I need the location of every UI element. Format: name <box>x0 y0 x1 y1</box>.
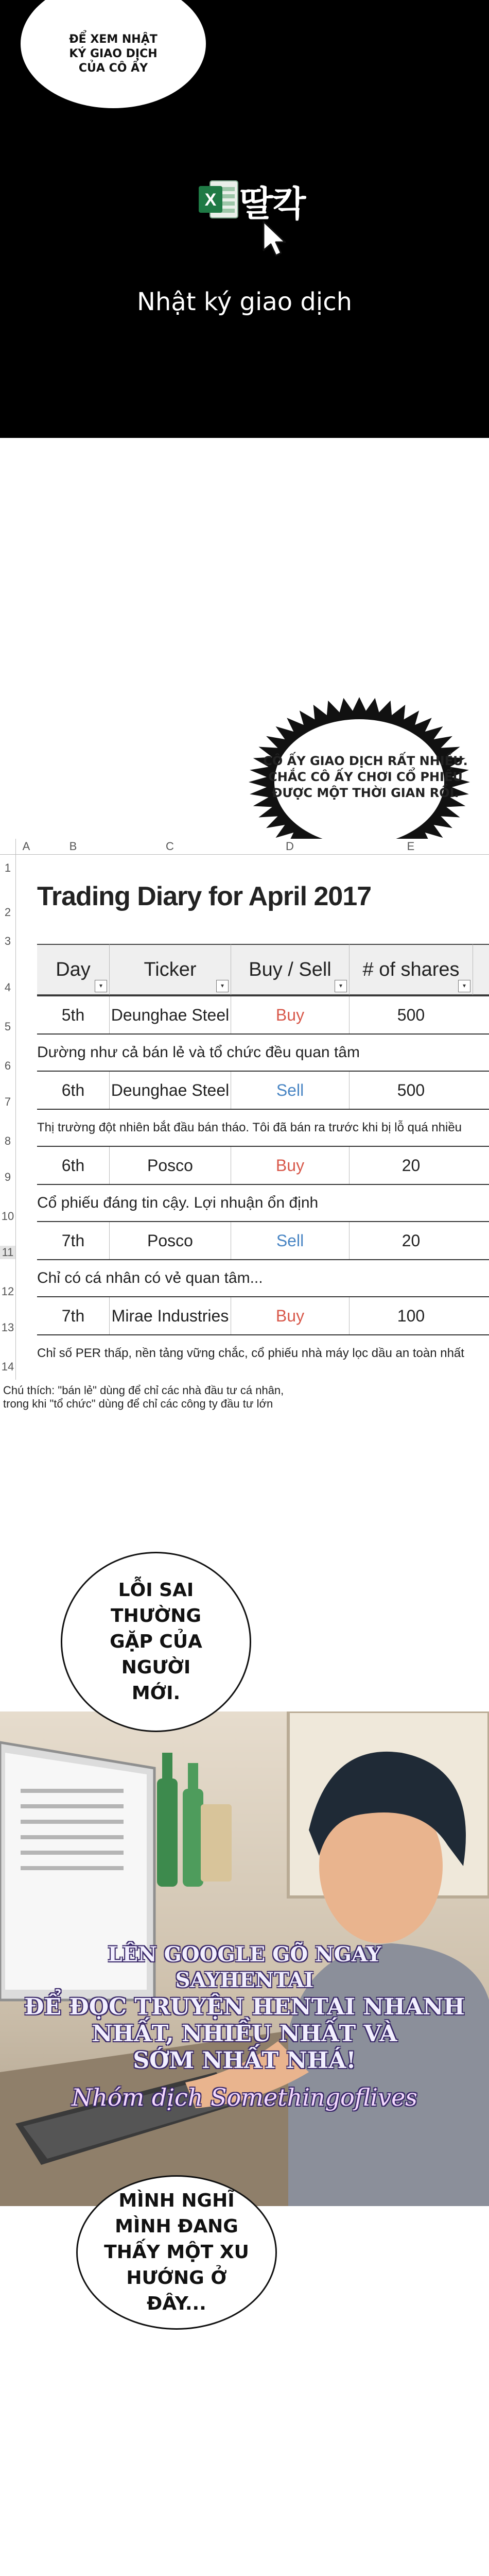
day-cell[interactable]: 6th <box>61 1156 85 1175</box>
sheet-title[interactable]: Trading Diary for April 2017 <box>37 882 372 911</box>
header-cell-side[interactable] <box>231 944 349 995</box>
header-side-label: Buy / Sell <box>249 958 331 980</box>
row-number[interactable]: 7 <box>4 1095 11 1108</box>
row-number[interactable]: 6 <box>4 1059 11 1072</box>
shares-cell[interactable]: 500 <box>349 1072 473 1109</box>
row-number[interactable]: 12 <box>1 1285 14 1298</box>
footnote-line-1: Chú thích: "bán lẻ" dùng để chỉ các nhà đầu tư cá nhân, <box>3 1384 284 1397</box>
speech-bubble-top <box>21 0 206 108</box>
table-row[interactable] <box>37 1071 489 1110</box>
day-cell[interactable]: 7th <box>61 1306 85 1325</box>
side-cell[interactable]: Sell <box>231 1072 349 1109</box>
watermark-line-4: NHẤT, NHIỀU NHẤT VÀ <box>92 2021 397 2047</box>
trading-diary-spreadsheet <box>0 839 489 1380</box>
spiky-speech-bubble-text: CÔ ẤY GIAO DỊCH RẤT NHIỀU. CHẮC CÔ ẤY CHƠI CỔ PHIẾU ĐƯỢC MỘT THỜI GIAN RỒI. <box>263 754 468 800</box>
row-number-divider <box>15 839 16 1380</box>
excel-icon-letter: X <box>204 190 217 210</box>
row-number[interactable]: 8 <box>4 1134 11 1147</box>
trade-note-cell[interactable]: Chỉ có cá nhân có vẻ quan tâm... <box>37 1269 263 1286</box>
trade-note-cell[interactable]: Dường như cả bán lẻ và tổ chức đều quan tâm <box>37 1044 360 1061</box>
table-row[interactable] <box>37 995 489 1035</box>
column-header-b[interactable]: B <box>69 840 77 853</box>
footnote-line-2: trong khi "tổ chức" dùng để chỉ các công ty đầu tư lớn <box>3 1397 273 1410</box>
side-cell[interactable]: Sell <box>231 1222 349 1259</box>
excel-icon <box>197 178 240 221</box>
watermark-translator-credit: Nhóm dịch Somethingoflives <box>72 2083 417 2111</box>
mouse-cursor-icon <box>261 221 292 260</box>
shares-cell[interactable]: 100 <box>349 1297 473 1334</box>
row-number[interactable]: 5 <box>4 1020 11 1033</box>
row-number[interactable]: 9 <box>4 1171 11 1183</box>
ticker-cell[interactable]: Posco <box>109 1222 231 1259</box>
table-row[interactable] <box>37 1296 489 1335</box>
header-divider <box>0 854 489 855</box>
table-row[interactable] <box>37 1146 489 1185</box>
speech-bubble-mistake <box>61 1552 251 1732</box>
column-header-d[interactable]: D <box>286 840 294 853</box>
header-cell-shares[interactable] <box>349 944 473 995</box>
trade-note-cell[interactable]: Chỉ số PER thấp, nền tảng vững chắc, cổ phiếu nhà máy lọc dầu an toàn nhất <box>37 1346 464 1360</box>
header-cell-day[interactable] <box>37 944 109 995</box>
trading-log-caption: Nhật ký giao dịch <box>136 287 353 316</box>
character-at-computer-scene <box>0 1711 489 2206</box>
day-cell[interactable]: 7th <box>61 1231 85 1250</box>
click-sound-effect: 딸칵 <box>239 184 305 225</box>
day-cell[interactable]: 6th <box>61 1080 85 1099</box>
speech-bubble-trend-text: MÌNH NGHĨ MÌNH ĐANG THẤY MỘT XU HƯỚNG Ở ĐÂY... <box>104 2190 249 2314</box>
row-number[interactable]: 2 <box>4 906 11 919</box>
day-cell[interactable]: 5th <box>61 1005 85 1024</box>
header-ticker-label: Ticker <box>144 958 197 980</box>
row-number[interactable]: 14 <box>1 1360 14 1373</box>
watermark-line-2: SAYHENTAI <box>175 1968 314 1992</box>
column-header-e[interactable]: E <box>407 840 415 853</box>
filter-dropdown-icon[interactable]: ▾ <box>458 980 470 992</box>
row-number[interactable]: 1 <box>4 861 11 874</box>
ticker-cell[interactable]: Deunghae Steel <box>109 1072 231 1109</box>
watermark-line-3: ĐỂ ĐỌC TRUYỆN HENTAI NHANH <box>24 1994 465 2020</box>
shares-cell[interactable]: 500 <box>349 996 473 1033</box>
shares-cell[interactable]: 20 <box>349 1147 473 1184</box>
ticker-cell[interactable]: Deunghae Steel <box>109 996 231 1033</box>
table-row[interactable] <box>37 1221 489 1260</box>
trade-note-cell[interactable]: Thị trường đột nhiên bắt đầu bán tháo. Tôi đã bán ra trước khi bị lỗ quá nhiều <box>37 1121 462 1134</box>
row-number[interactable]: 13 <box>1 1321 14 1334</box>
ticker-cell[interactable]: Mirae Industries <box>109 1297 231 1334</box>
header-shares-label: # of shares <box>362 958 460 980</box>
green-bottles-icon <box>157 1753 232 1887</box>
row-number[interactable]: 4 <box>4 981 11 994</box>
trade-note-cell[interactable]: Cổ phiếu đáng tin cậy. Lợi nhuận ổn định <box>37 1194 319 1211</box>
ticker-cell[interactable]: Posco <box>109 1147 231 1184</box>
header-cell-extra[interactable] <box>473 944 489 995</box>
filter-dropdown-icon[interactable]: ▾ <box>95 980 107 992</box>
header-day-label: Day <box>56 958 91 980</box>
column-header-a[interactable]: A <box>22 840 30 853</box>
side-cell[interactable]: Buy <box>231 1147 349 1184</box>
shares-cell[interactable]: 20 <box>349 1222 473 1259</box>
row-number[interactable]: 10 <box>1 1210 14 1223</box>
speech-bubble-mistake-text: LỖI SAI THƯỜNG GẶP CỦA NGƯỜI MỚI. <box>110 1580 202 1704</box>
speech-bubble-top-text: ĐỂ XEM NHẬT KÝ GIAO DỊCH CỦA CÔ ẤY <box>69 33 158 75</box>
row-number[interactable]: 3 <box>4 935 11 947</box>
watermark-line-1: LÊN GOOGLE GÕ NGAY <box>108 1942 381 1967</box>
watermark-line-5: SỚM NHẤT NHÁ! <box>133 2047 356 2074</box>
side-cell[interactable]: Buy <box>231 1297 349 1334</box>
intro-panel <box>0 0 489 438</box>
footnote <box>3 1384 284 1411</box>
speech-bubble-trend <box>76 2175 277 2330</box>
row-number-selected[interactable]: 11 <box>0 1246 15 1259</box>
column-header-c[interactable]: C <box>166 840 174 853</box>
side-cell[interactable]: Buy <box>231 996 349 1033</box>
filter-dropdown-icon[interactable]: ▾ <box>335 980 347 992</box>
header-cell-ticker[interactable] <box>109 944 231 995</box>
filter-dropdown-icon[interactable]: ▾ <box>216 980 229 992</box>
